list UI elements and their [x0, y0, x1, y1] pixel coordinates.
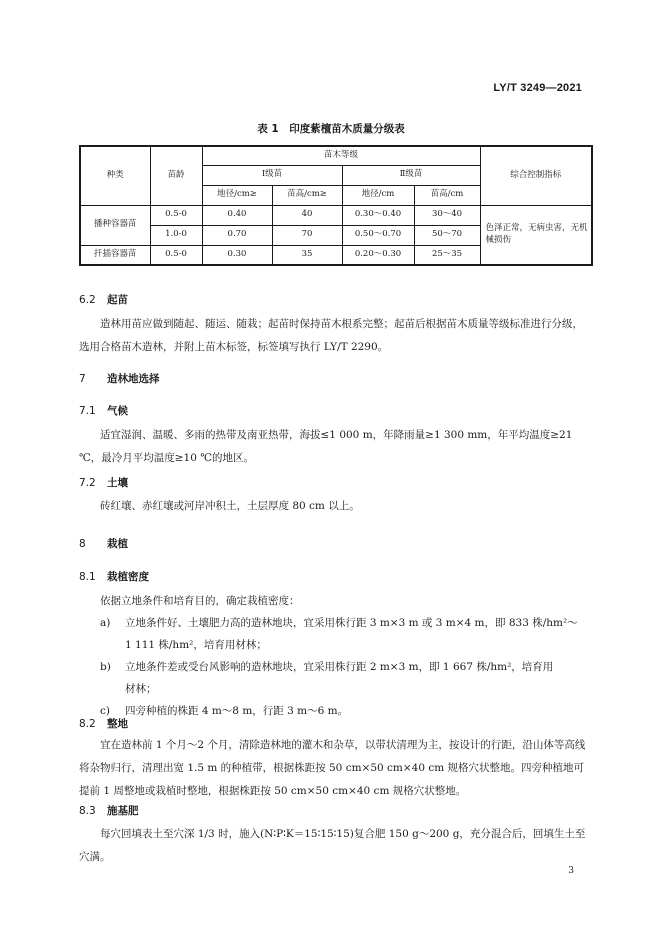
- list-marker: b): [100, 661, 111, 673]
- table-row: [80, 205, 592, 225]
- section-number: 7.1: [79, 405, 96, 417]
- section-paragraph: 砖红壤、赤红壤或河岸冲积土，土层厚度 80 cm 以上。: [100, 500, 360, 512]
- section-paragraph: 宜在造林前 1 个月～2 个月，清除造林地的灌木和杂草，以带状清理为主，按设计的行距，沿山体等高线将杂物归行，清理出宽 1.5 m 的种植带，根据株距按 50 cm×50 cm×40 cm 规格穴状整地。四旁种植地可提前 1 周整地或栽植时整地，根据株距按 50 cm×50 cm×40 cm 规格穴状整地。: [79, 739, 586, 797]
- header-grade-1: Ⅰ级苗: [202, 165, 342, 185]
- cell-diameter-2: 0.50～0.70: [342, 225, 414, 245]
- section-heading-7: [79, 371, 160, 386]
- section-paragraph: 造林用苗应做到随起、随运、随栽；起苗时保持苗木根系完整；起苗后根据苗木质量等级标准进行分级，选用合格苗木造林，并附上苗木标签，标签填写执行 LY/T 2290。: [79, 318, 583, 353]
- header-diameter-2: 地径/cm: [342, 185, 414, 205]
- cell-species: 扦插容器苗: [80, 245, 150, 265]
- cell-height-1: 35: [272, 245, 342, 265]
- list-item: 立地条件好、土壤肥力高的造林地块，宜采用株行距 3 m×3 m 或 3 m×4 m，即 833 株/hm²～: [125, 617, 578, 629]
- section-title: 造林地选择: [107, 373, 160, 385]
- section-title: 气候: [107, 405, 128, 417]
- header-grade: 苗木等级: [202, 146, 480, 165]
- table-caption: 表 1 印度紫檀苗木质量分级表: [257, 123, 405, 135]
- list-marker: c): [100, 705, 110, 717]
- header-grade-2: Ⅱ级苗: [342, 165, 480, 185]
- section-paragraph: 依据立地条件和培育目的，确定栽植密度：: [100, 595, 300, 607]
- section-number: 8.3: [79, 805, 96, 817]
- cell-species: 播种容器苗: [80, 205, 150, 245]
- cell-diameter-1: 0.70: [202, 225, 272, 245]
- section-number: 6.2: [79, 294, 96, 306]
- cell-diameter-1: 0.30: [202, 245, 272, 265]
- header-height-1: 苗高/cm≥: [272, 185, 342, 205]
- section-heading-8-3: [79, 803, 139, 818]
- header-height-2: 苗高/cm: [414, 185, 480, 205]
- section-title: 施基肥: [107, 805, 139, 817]
- section-number: 7: [79, 373, 86, 385]
- section-title: 栽植: [107, 538, 128, 550]
- cell-height-1: 40: [272, 205, 342, 225]
- section-number: 8.2: [79, 718, 96, 730]
- cell-diameter-1: 0.40: [202, 205, 272, 225]
- section-paragraph: 适宜湿润、温暖、多雨的热带及南亚热带，海拔≤1 000 m，年降雨量≥1 300 mm，年平均温度≥21 ℃，最冷月平均温度≥10 ℃的地区。: [79, 429, 573, 464]
- section-title: 土壤: [107, 477, 128, 489]
- section-heading-8-1: [79, 569, 149, 584]
- cell-height-2: 25～35: [414, 245, 480, 265]
- list-marker: a): [100, 617, 111, 629]
- seedling-quality-table: [79, 145, 593, 266]
- section-heading-8: [79, 536, 128, 551]
- section-number: 8: [79, 538, 86, 550]
- cell-age: 0.5-0: [150, 205, 202, 225]
- standard-number: LY/T 3249—2021: [493, 82, 582, 94]
- section-heading-7-2: [79, 475, 128, 490]
- cell-height-1: 70: [272, 225, 342, 245]
- list-item: 立地条件差或受台风影响的造林地块，宜采用株行距 2 m×3 m，即 1 667 株/hm²，培育用: [125, 661, 554, 673]
- list-item: 四旁种植的株距 4 m～8 m，行距 3 m～6 m。: [125, 705, 349, 717]
- cell-diameter-2: 0.20～0.30: [342, 245, 414, 265]
- list-item-continuation: 1 111 株/hm²，培育用材林；: [125, 639, 267, 651]
- list-item-continuation: 材林；: [125, 683, 157, 695]
- header-age: 苗龄: [150, 146, 202, 205]
- cell-control: 色泽正常，无病虫害，无机械损伤: [480, 205, 592, 265]
- section-title: 栽植密度: [107, 571, 149, 583]
- header-diameter-1: 地径/cm≥: [202, 185, 272, 205]
- cell-diameter-2: 0.30～0.40: [342, 205, 414, 225]
- section-paragraph: 每穴回填表土至穴深 1/3 时，施入(N∶P∶K＝15∶15∶15)复合肥 150 g～200 g，充分混合后，回填生土至穴满。: [79, 828, 586, 863]
- cell-age: 1.0-0: [150, 225, 202, 245]
- section-title: 起苗: [107, 294, 128, 306]
- cell-height-2: 30～40: [414, 205, 480, 225]
- page-number: 3: [568, 866, 574, 876]
- section-number: 8.1: [79, 571, 96, 583]
- header-control: 综合控制指标: [480, 146, 592, 205]
- section-title: 整地: [107, 718, 128, 730]
- section-heading-7-1: [79, 403, 128, 418]
- section-number: 7.2: [79, 477, 96, 489]
- cell-height-2: 50～70: [414, 225, 480, 245]
- header-species: 种类: [80, 146, 150, 205]
- section-heading-6-2: [79, 292, 128, 307]
- section-heading-8-2: [79, 716, 128, 731]
- cell-age: 0.5-0: [150, 245, 202, 265]
